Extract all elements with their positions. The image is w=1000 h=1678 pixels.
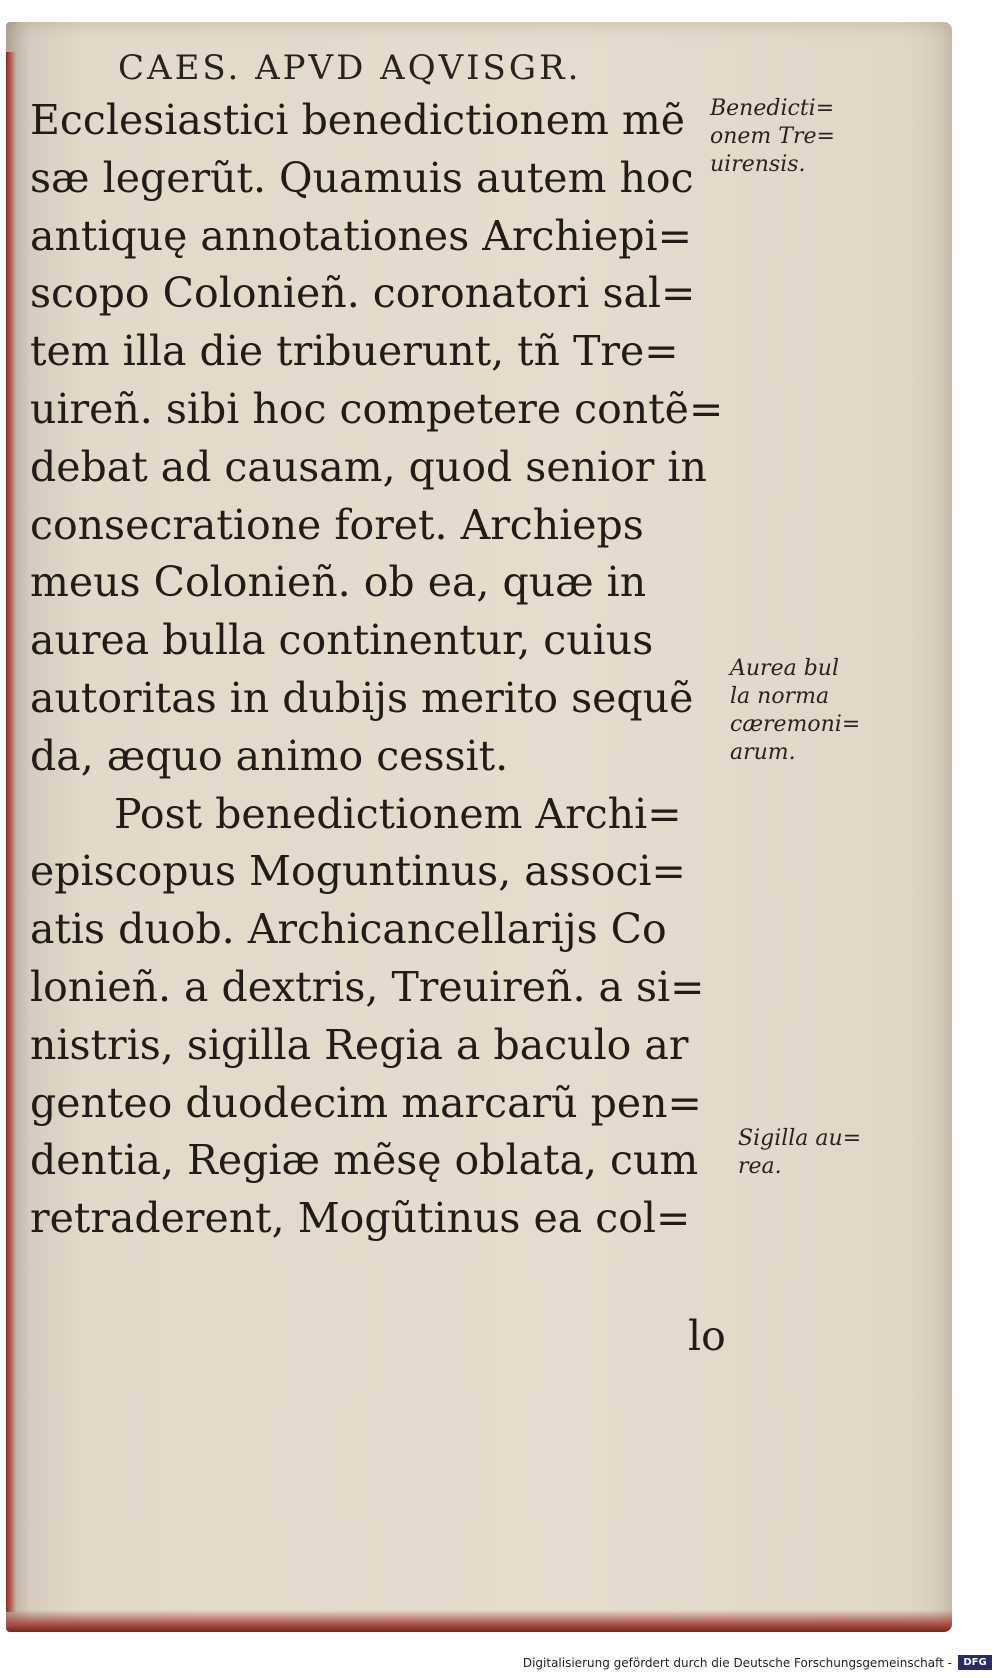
marginal-line: la norma [730,684,830,709]
text-line: consecratione foret. Archieps [30,500,644,549]
text-line: sæ legerũt. Quamuis autem hoc [30,153,694,202]
marginal-line: Aurea bul [730,656,839,681]
marginal-line: uirensis. [710,152,806,177]
text-line: retraderent, Mogũtinus ea col= [30,1194,691,1243]
footer-credit: Digitalisierung gefördert durch die Deutsche Forschungsgemeinschaft - [522,1656,952,1670]
body-text [30,92,730,1248]
catchword: lo [688,1312,726,1360]
text-line: uireñ. sibi hoc competere contẽ= [30,384,724,433]
text-line: aurea bulla continentur, cuius [30,616,654,665]
marginal-note-golden-bull [730,655,880,767]
text-line: debat ad causam, quod senior in [30,442,707,491]
marginal-line: cæremoni= [730,712,861,737]
dfg-logo: DFG [958,1655,992,1670]
text-line: da, æquo animo cessit. [30,731,509,780]
text-line: autoritas in dubijs merito sequẽ [30,673,694,722]
text-line: atis duob. Archicancellarijs Co [30,905,667,954]
running-head: CAES. APVD AQVISGR. [118,48,582,88]
text-line: antiquę annotationes Archiepi= [30,211,692,260]
page-gutter-edge [6,52,16,1612]
text-line: nistris, sigilla Regia a baculo ar [30,1020,689,1069]
text-line-paragraph-start: Post benedictionem Archi= [114,789,682,838]
marginal-line: Benedicti= [710,96,835,121]
text-line: lonieñ. a dextris, Treuireñ. a si= [30,962,705,1011]
text-line: tem illa die tribuerunt, tñ Tre= [30,327,679,376]
marginal-line: arum. [730,740,796,765]
text-line: genteo duodecim marcarũ pen= [30,1078,702,1127]
text-line: Ecclesiastici benedictionem mẽ [30,96,686,144]
text-line: episcopus Moguntinus, associ= [30,847,686,896]
text-line: dentia, Regiæ mẽsę oblata, cum [30,1136,699,1185]
text-line: scopo Colonieñ. coronatori sal= [30,269,696,318]
marginal-note-benediction [710,95,860,179]
marginal-note-seals [738,1125,888,1181]
text-line: meus Colonieñ. ob ea, quæ in [30,558,647,607]
marginal-line: rea. [738,1154,782,1179]
marginal-line: Sigilla au= [738,1126,862,1151]
page-bottom-edge [6,1610,952,1632]
marginal-line: onem Tre= [710,124,835,149]
